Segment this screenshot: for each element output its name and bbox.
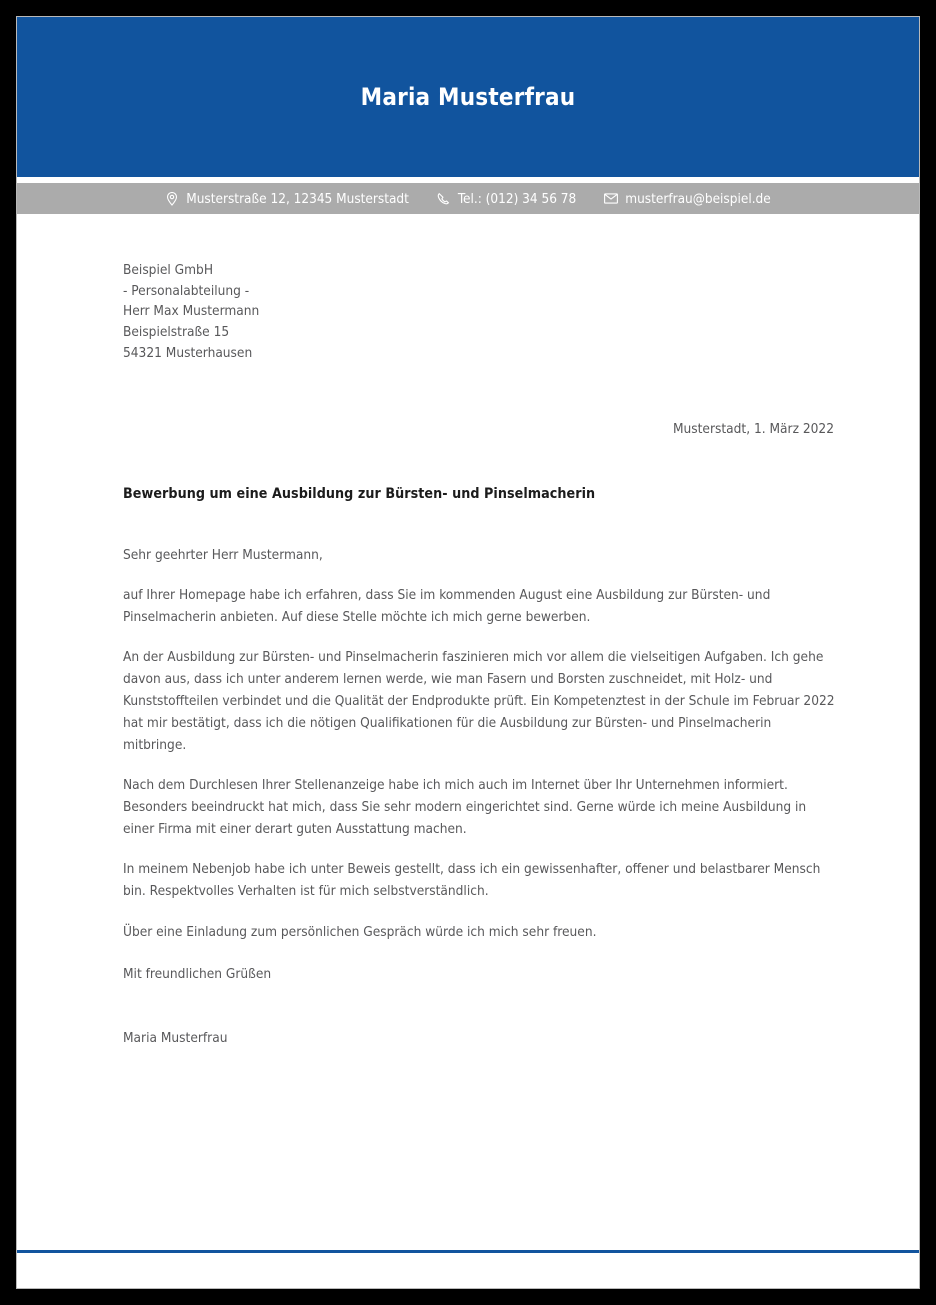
contact-phone [437, 191, 576, 207]
recipient-line: Beispielstraße 15 [123, 323, 230, 340]
header-banner [17, 17, 919, 177]
body-paragraph: Über eine Einladung zum persönlichen Gespräch würde ich mich sehr freuen. [123, 923, 597, 940]
footer [17, 1236, 919, 1288]
body-paragraph: In meinem Nebenjob habe ich unter Beweis gestellt, dass ich ein gewissenhafter, offener und belastbarer Mensch bin. Respektvolles Verhalten ist für mich selbstverständlich. [123, 861, 821, 900]
phone-icon [437, 192, 451, 206]
body-paragraph: An der Ausbildung zur Bürsten- und Pinselmacherin faszinieren mich vor allem die vielseitigen Aufgaben. Ich gehe davon aus, dass ich unter anderem lernen werde, wie man Fasern und Borsten zuschneidet, mit Holz- und Kunststoffteilen verbindet und die Qualität der Endprodukte prüft. Ein Kompetenztest in der Schule im Februar 2022 hat mir bestätigt, dass ich die nötigen Qualifikationen für die Ausbildung zur Bürsten- und Pinselmacherin mitbringe. [123, 649, 835, 754]
contact-bar [17, 183, 919, 214]
contact-email [604, 191, 771, 207]
recipient-address-block [123, 260, 835, 363]
closing-salutation: Mit freundlichen Grüßen [123, 965, 272, 982]
recipient-line: - Personalabteilung - [123, 282, 250, 299]
letter-body [17, 214, 919, 1236]
recipient-line: Herr Max Mustermann [123, 303, 260, 320]
contact-address-text: Musterstraße 12, 12345 Musterstadt [186, 190, 409, 207]
location-pin-icon [165, 192, 179, 206]
letter-page [16, 16, 920, 1289]
recipient-line: 54321 Musterhausen [123, 344, 253, 361]
subject-heading: Bewerbung um eine Ausbildung zur Bürsten- und Pinselmacherin [123, 486, 596, 503]
date-line: Musterstadt, 1. März 2022 [672, 421, 834, 438]
envelope-icon [604, 192, 618, 206]
contact-phone-text: Tel.: (012) 34 56 78 [457, 190, 577, 207]
recipient-line: Beispiel GmbH [123, 262, 214, 278]
page-title: Maria Musterfrau [360, 83, 576, 111]
signature-name: Maria Musterfrau [123, 1029, 228, 1046]
body-paragraph: Nach dem Durchlesen Ihrer Stellenanzeige habe ich mich auch im Internet über Ihr Unternehmen informiert. Besonders beeindruckt hat mich, dass Sie sehr modern eingerichtet sind. Gerne würde ich meine Ausbildung in einer Firma mit einer derart guten Ausstattung machen. [123, 777, 807, 838]
body-paragraph: auf Ihrer Homepage habe ich erfahren, dass Sie im kommenden August eine Ausbildung zur Bürsten- und Pinselmacherin anbieten. Auf diese Stelle möchte ich mich gerne bewerben. [123, 587, 771, 626]
contact-address [165, 191, 409, 207]
salutation: Sehr geehrter Herr Mustermann, [123, 547, 323, 564]
footer-rule [17, 1250, 919, 1253]
contact-email-text: musterfrau@beispiel.de [625, 190, 771, 207]
